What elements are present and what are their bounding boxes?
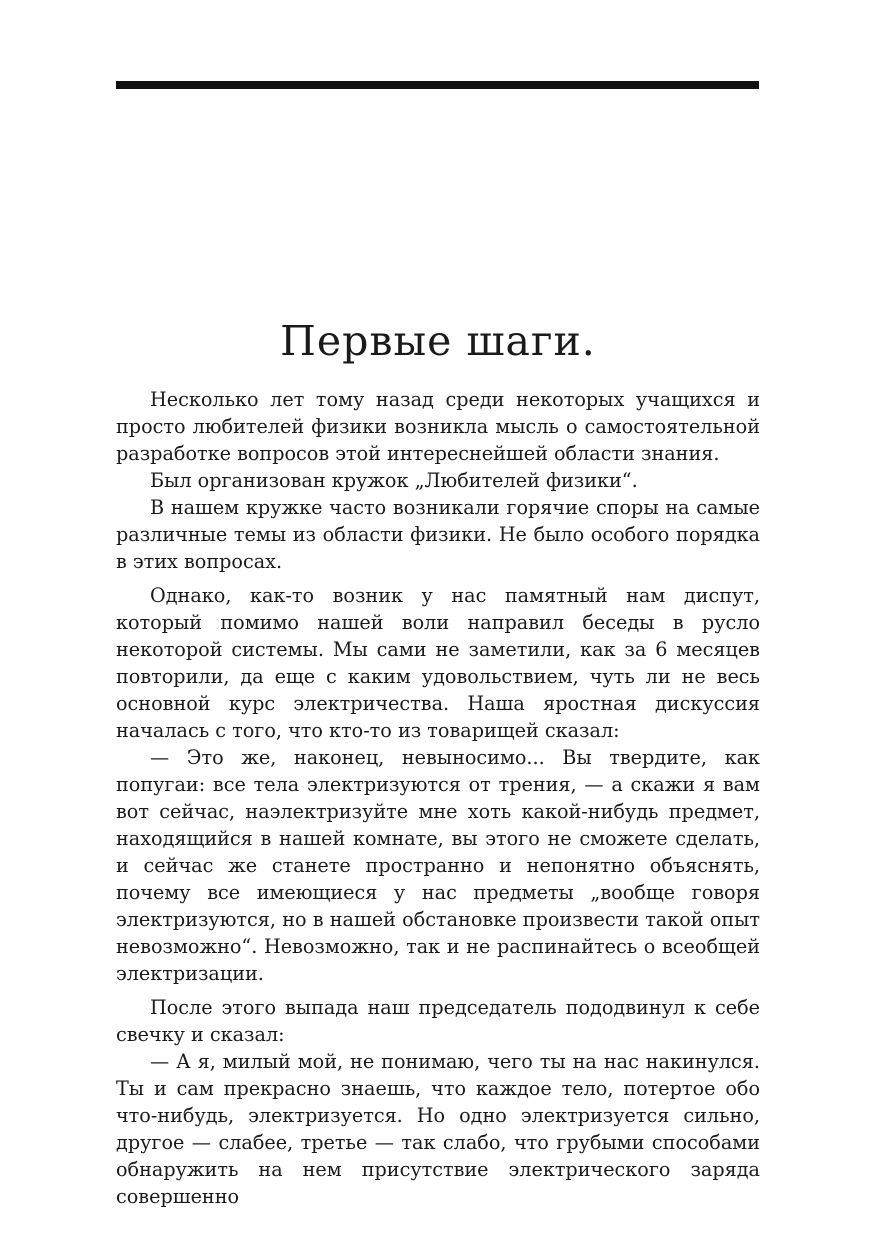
paragraph: — Это же, наконец, невыносимо... Вы твердите, как попугаи: все тела электризуются от трения, — а скажи я вам вот сейчас, наэлектризуйте мне хоть какой-нибудь предмет, находящийся в нашей комнате, вы этого не сможете сделать, и сейчас же станете пространно и непонятно объяснять, почему все имеющиеся у нас предметы „вообще говоря электризуются, но в нашей обстановке произвести такой опыт невозможно“. Невозможно, так и не распинайтесь о всеобщей электризации. xyxy=(116,746,760,985)
top-rule xyxy=(116,81,759,89)
paragraph: Однако, как-то возник у нас памятный нам диспут, который помимо нашей воли направил беседы в русло некоторой системы. Мы сами не заметили, как за 6 месяцев повторили, да еще с каким удовольствием, чуть ли не весь основной курс электричества. Наша яростная дискуссия началась с того, что кто-то из товарищей сказал: xyxy=(116,584,760,742)
paragraph: — А я, милый мой, не понимаю, чего ты на нас накинулся. Ты и сам прекрасно знаешь, что каждое тело, потертое обо что-нибудь, электризуется. Но одно электризуется сильно, другое — слабее, третье — так слабо, что грубыми способами обнаружить на нем присутствие электрического заряда совершенно xyxy=(116,1050,760,1208)
paragraph: Был организован кружок „Любителей физики“. xyxy=(150,469,638,492)
chapter-title: Первые шаги. xyxy=(280,317,596,365)
text-body xyxy=(116,386,760,1210)
paragraph: Несколько лет тому назад среди некоторых учащихся и просто любителей физики возникла мысль о самостоятельной разработке вопросов этой интереснейшей области знания. xyxy=(116,388,760,465)
paragraph: В нашем кружке часто возникали горячие споры на самые различные темы из области физики. Не было особого порядка в этих вопросах. xyxy=(116,496,760,573)
paragraph: После этого выпада наш председатель пододвинул к себе свечку и сказал: xyxy=(116,996,760,1046)
